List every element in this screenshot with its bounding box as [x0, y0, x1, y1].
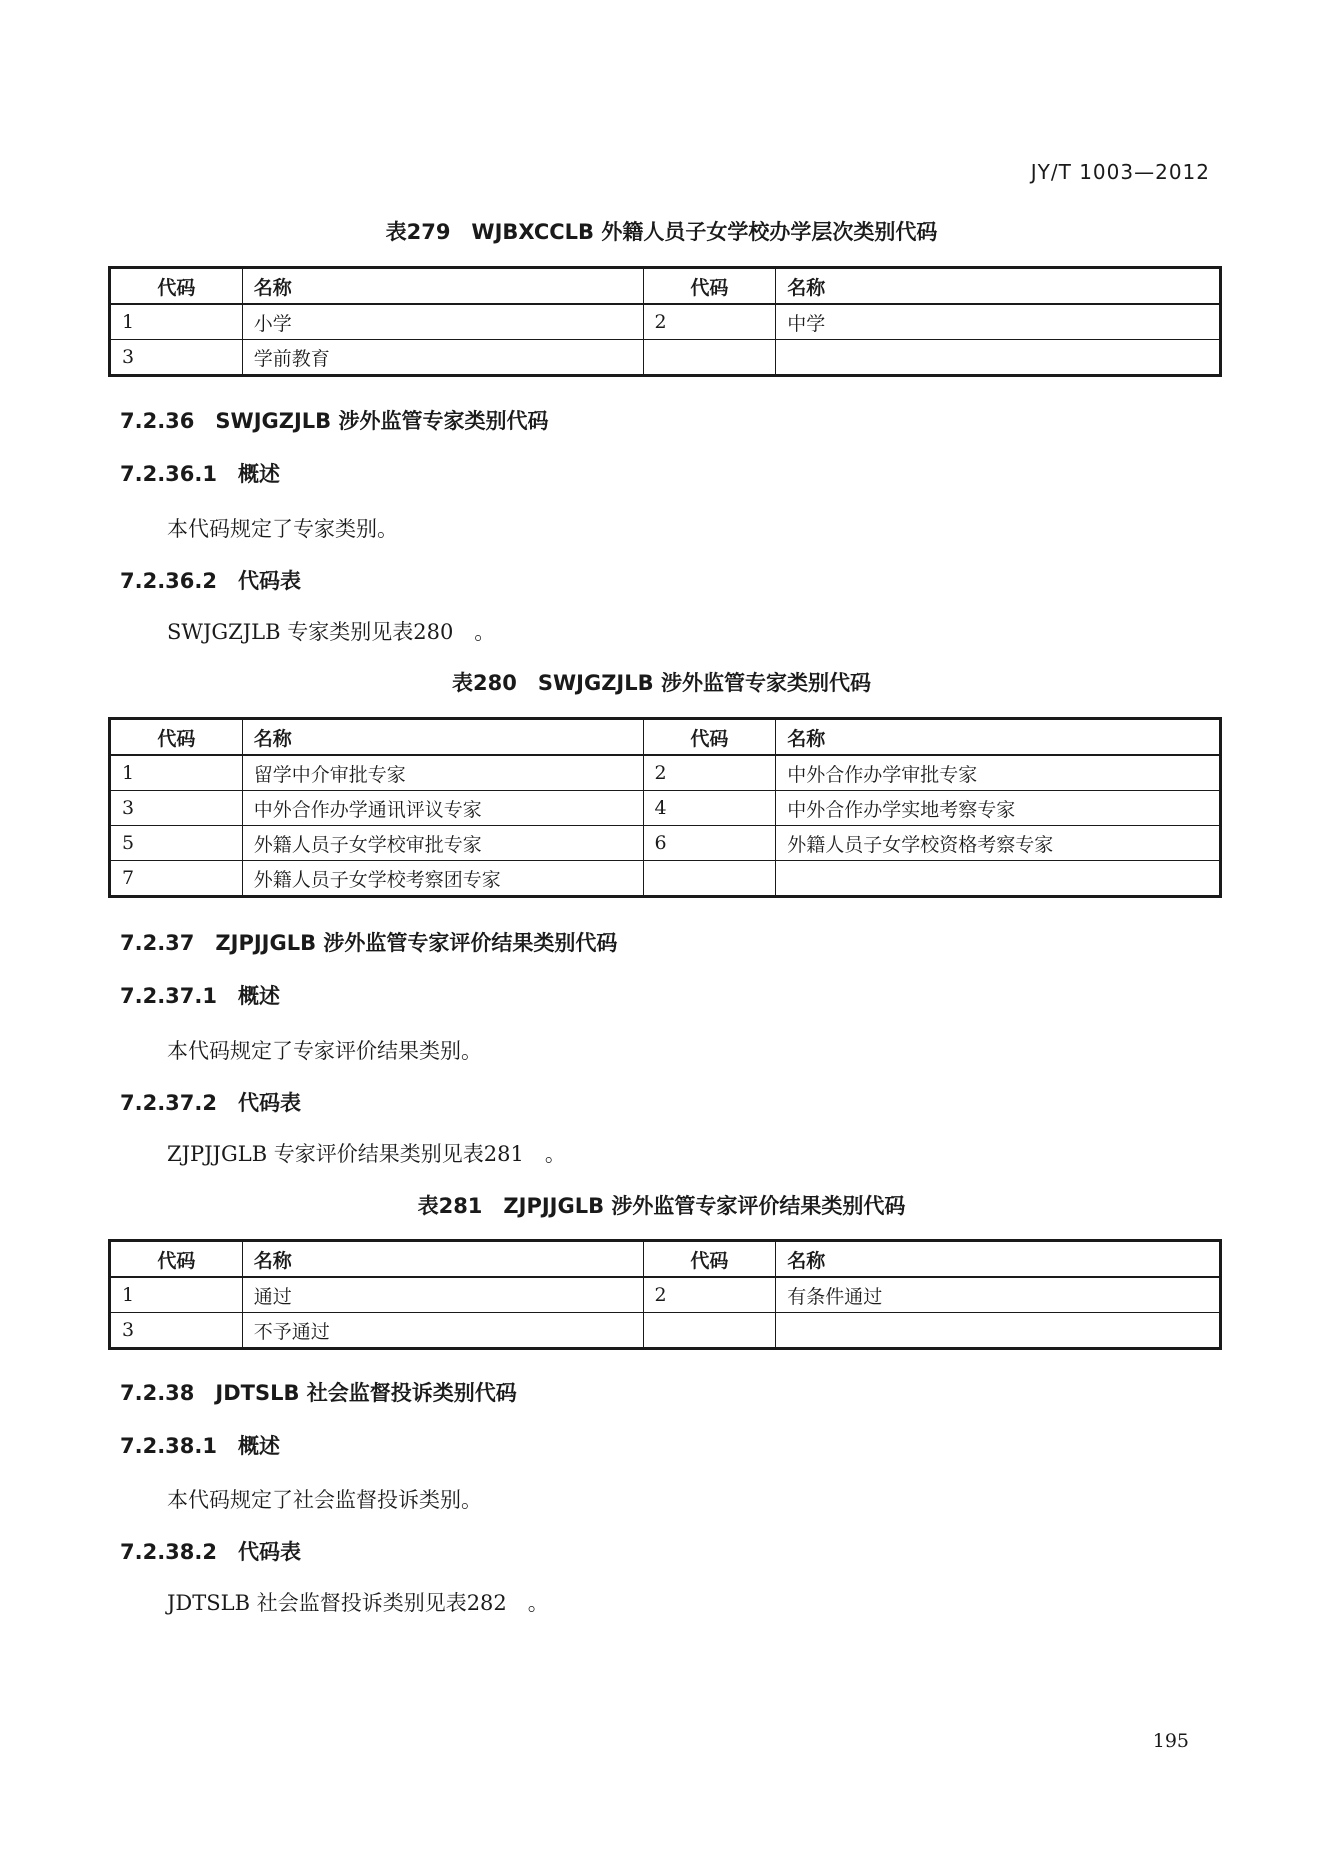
code-cell [643, 1313, 776, 1349]
code-cell: 6 [643, 826, 776, 861]
name-cell: 通过 [242, 1277, 643, 1313]
name-cell: 中外合作办学实地考察专家 [776, 791, 1221, 826]
code-cell: 3 [110, 791, 243, 826]
section-heading-7-2-36: 7.2.36 SWJGZJLB 涉外监管专家类别代码 [120, 409, 549, 433]
table-281 [108, 1239, 1222, 1350]
table-row [110, 826, 1221, 861]
table-280 [108, 717, 1222, 898]
name-cell: 中外合作办学通讯评议专家 [242, 791, 643, 826]
code-cell: 1 [110, 304, 243, 340]
standard-number: JY/T 1003—2012 [1030, 160, 1210, 184]
header-name: 名称 [776, 1241, 1221, 1278]
table-281-caption: 表281 ZJPJJGLB 涉外监管专家评价结果类别代码 [417, 1194, 906, 1218]
code-cell: 2 [643, 1277, 776, 1313]
table-header-row [110, 1241, 1221, 1278]
table-279-caption: 表279 WJBXCCLB 外籍人员子女学校办学层次类别代码 [385, 220, 938, 244]
name-cell: 中学 [776, 304, 1221, 340]
table-279 [108, 266, 1222, 377]
code-cell: 1 [110, 755, 243, 791]
code-cell: 3 [110, 340, 243, 376]
header-code: 代码 [110, 719, 243, 756]
paragraph-7-2-36-2: SWJGZJLB 专家类别见表280 。 [167, 620, 496, 644]
name-cell [776, 340, 1221, 376]
name-cell: 外籍人员子女学校考察团专家 [242, 861, 643, 897]
subheading-7-2-36-1: 7.2.36.1 概述 [120, 462, 280, 486]
subheading-7-2-38-2: 7.2.38.2 代码表 [120, 1540, 301, 1564]
table-row [110, 755, 1221, 791]
table-row [110, 861, 1221, 897]
code-cell [643, 861, 776, 897]
name-cell: 小学 [242, 304, 643, 340]
section-heading-7-2-37: 7.2.37 ZJPJJGLB 涉外监管专家评价结果类别代码 [120, 931, 618, 955]
subheading-7-2-38-1: 7.2.38.1 概述 [120, 1434, 280, 1458]
header-code: 代码 [110, 268, 243, 305]
table-row [110, 304, 1221, 340]
name-cell: 留学中介审批专家 [242, 755, 643, 791]
table-header-row [110, 268, 1221, 305]
subheading-7-2-37-1: 7.2.37.1 概述 [120, 984, 280, 1008]
name-cell: 学前教育 [242, 340, 643, 376]
name-cell [776, 861, 1221, 897]
subheading-7-2-36-2: 7.2.36.2 代码表 [120, 569, 301, 593]
header-name: 名称 [776, 719, 1221, 756]
subheading-7-2-37-2: 7.2.37.2 代码表 [120, 1091, 301, 1115]
name-cell: 中外合作办学审批专家 [776, 755, 1221, 791]
table-header-row [110, 719, 1221, 756]
name-cell: 不予通过 [242, 1313, 643, 1349]
code-cell: 3 [110, 1313, 243, 1349]
header-name: 名称 [242, 1241, 643, 1278]
table-row [110, 791, 1221, 826]
paragraph-7-2-38-2: JDTSLB 社会监督投诉类别见表282 。 [167, 1591, 549, 1615]
code-cell: 7 [110, 861, 243, 897]
code-cell [643, 340, 776, 376]
table-280-caption: 表280 SWJGZJLB 涉外监管专家类别代码 [452, 671, 871, 695]
header-code: 代码 [110, 1241, 243, 1278]
paragraph-7-2-36-1: 本代码规定了专家类别。 [167, 517, 398, 541]
header-name: 名称 [242, 719, 643, 756]
paragraph-7-2-38-1: 本代码规定了社会监督投诉类别。 [167, 1488, 482, 1512]
code-cell: 5 [110, 826, 243, 861]
page-number: 195 [1152, 1730, 1189, 1752]
table-row [110, 1313, 1221, 1349]
name-cell: 外籍人员子女学校资格考察专家 [776, 826, 1221, 861]
paragraph-7-2-37-1: 本代码规定了专家评价结果类别。 [167, 1039, 482, 1063]
code-cell: 2 [643, 304, 776, 340]
code-cell: 2 [643, 755, 776, 791]
header-code: 代码 [643, 719, 776, 756]
table-row [110, 1277, 1221, 1313]
code-cell: 4 [643, 791, 776, 826]
name-cell [776, 1313, 1221, 1349]
header-name: 名称 [776, 268, 1221, 305]
table-row [110, 340, 1221, 376]
code-cell: 1 [110, 1277, 243, 1313]
name-cell: 外籍人员子女学校审批专家 [242, 826, 643, 861]
header-code: 代码 [643, 268, 776, 305]
paragraph-7-2-37-2: ZJPJJGLB 专家评价结果类别见表281 。 [167, 1142, 566, 1166]
section-heading-7-2-38: 7.2.38 JDTSLB 社会监督投诉类别代码 [120, 1381, 517, 1405]
header-name: 名称 [242, 268, 643, 305]
header-code: 代码 [643, 1241, 776, 1278]
name-cell: 有条件通过 [776, 1277, 1221, 1313]
